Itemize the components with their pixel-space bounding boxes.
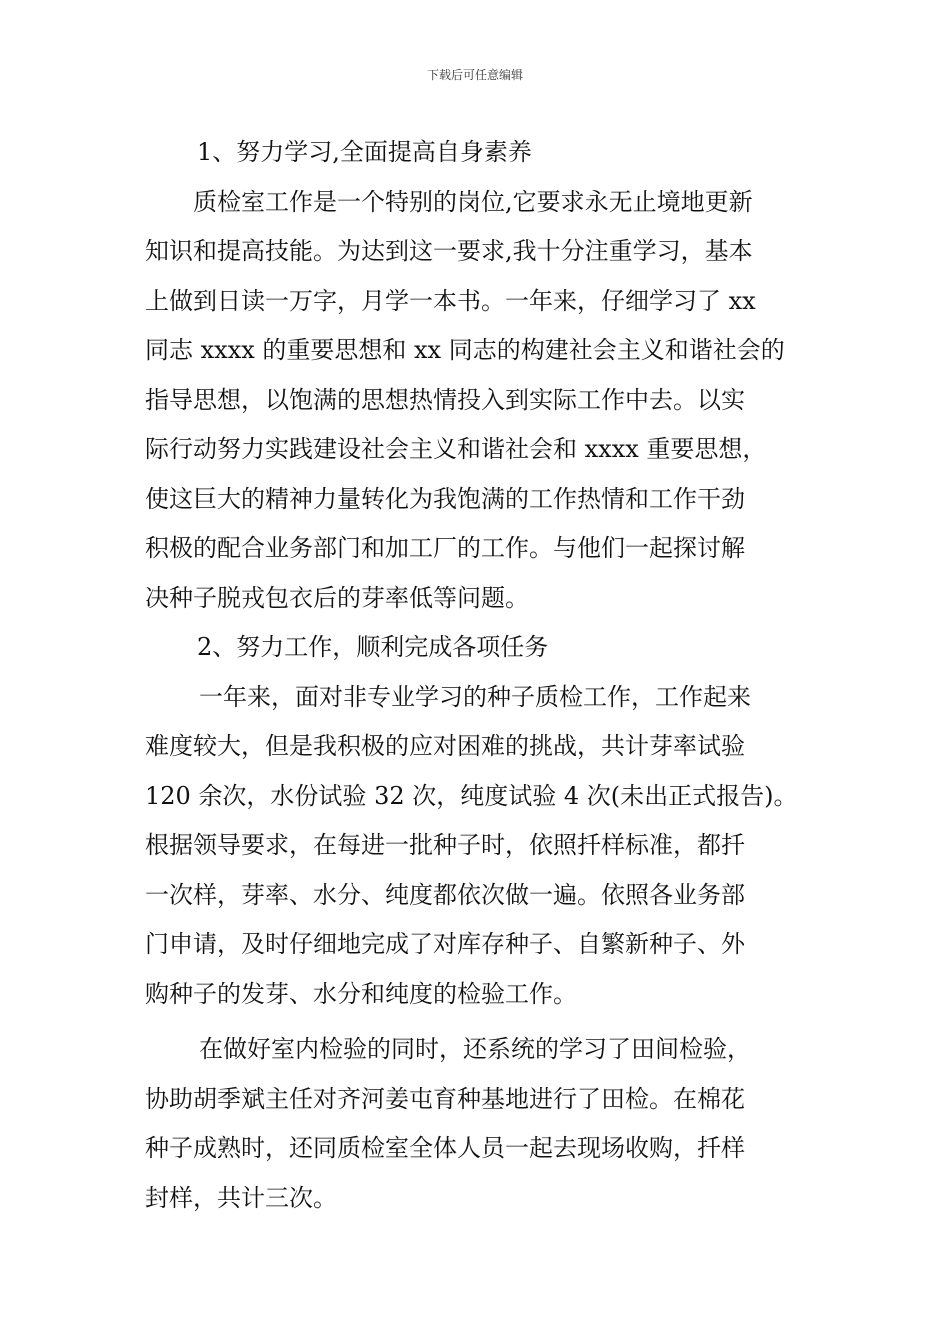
paragraph-line: 难度较大，但是我积极的应对困难的挑战，共计芽率试验 bbox=[145, 732, 745, 760]
paragraph-line: 根据领导要求，在每进一批种子时，依照扦样标准，都扦 bbox=[145, 831, 745, 859]
paragraph-line: 在做好室内检验的同时，还系统的学习了田间检验， bbox=[199, 1035, 751, 1063]
paragraph-line: 使这巨大的精神力量转化为我饱满的工作热情和工作干劲 bbox=[145, 484, 745, 513]
paragraph-line: 指导思想，以饱满的思想热情投入到实际工作中去。以实 bbox=[145, 385, 745, 414]
header-note: 下载后可任意编辑 bbox=[426, 68, 523, 82]
paragraph-line: 上做到日读一万字，月学一本书。一年来，仔细学习了 xx bbox=[145, 286, 756, 315]
paragraph-line: 决种子脱戎包衣后的芽率低等问题。 bbox=[145, 583, 529, 612]
document-body bbox=[145, 128, 810, 1223]
paragraph-line: 积极的配合业务部门和加工厂的工作。与他们一起探讨解 bbox=[145, 534, 745, 562]
paragraph-line: 门申请，及时仔细地完成了对库存种子、自繁新种子、外 bbox=[145, 930, 745, 958]
paragraph-line: 120 余次，水份试验 32 次，纯度试验 4 次(未出正式报告)。 bbox=[145, 781, 798, 810]
section-heading-2: 2、努力工作，顺利完成各项任务 bbox=[197, 633, 549, 661]
paragraph-line: 封样，共计三次。 bbox=[145, 1183, 337, 1212]
paragraph-line: 协助胡季斌主任对齐河姜屯育种基地进行了田检。在棉花 bbox=[145, 1084, 745, 1113]
paragraph-line: 知识和提高技能。为达到这一要求,我十分注重学习，基本 bbox=[145, 237, 753, 265]
paragraph-line: 际行动努力实践建设社会主义和谐社会和 xxxx 重要思想， bbox=[145, 435, 767, 463]
section-heading-1: 1、努力学习,全面提高自身素养 bbox=[197, 138, 532, 166]
paragraph-line: 一年来，面对非专业学习的种子质检工作，工作起来 bbox=[199, 682, 751, 711]
paragraph-line: 购种子的发芽、水分和纯度的检验工作。 bbox=[145, 979, 577, 1008]
paragraph-line: 一次样，芽率、水分、纯度都依次做一遍。依照各业务部 bbox=[145, 880, 745, 909]
paragraph-line: 同志 xxxx 的重要思想和 xx 同志的构建社会主义和谐社会的 bbox=[145, 336, 785, 364]
paragraph-line: 质检室工作是一个特别的岗位,它要求永无止境地更新 bbox=[193, 187, 753, 216]
paragraph-line: 种子成熟时，还同质检室全体人员一起去现场收购，扦样 bbox=[145, 1134, 745, 1162]
